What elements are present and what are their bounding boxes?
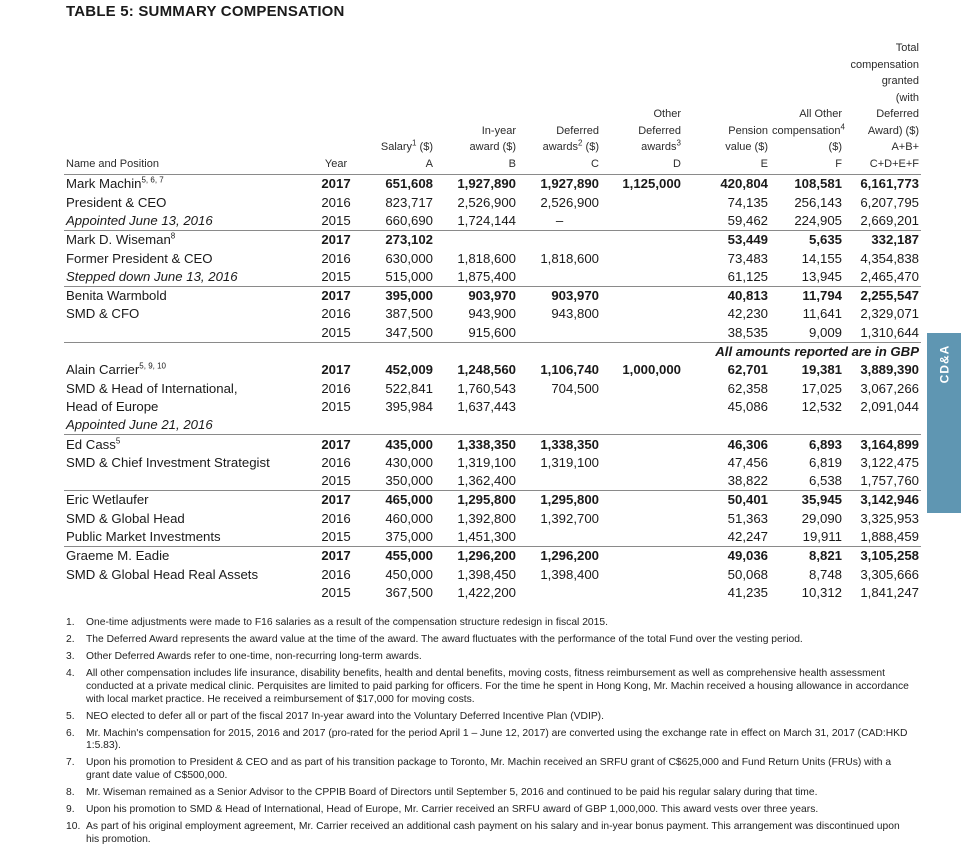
col-header-salary: Salary$^1$ ($) A	[355, 40, 435, 175]
year-cell: 2016	[321, 566, 351, 582]
executive-name-position: SMD & Head of International,	[66, 380, 238, 396]
otherdef-cell: 1,125,000	[601, 175, 683, 194]
otherdef-cell	[601, 453, 683, 471]
section-tab-label: CD&A	[937, 344, 952, 384]
total-cell	[844, 416, 921, 435]
deferred-cell: 1,296,200	[518, 546, 601, 565]
inyear-cell: 1,362,400	[457, 473, 516, 489]
pension-cell: 73,483	[727, 250, 768, 266]
year-cell: 2017	[317, 546, 355, 565]
deferred-cell: 704,500	[551, 380, 599, 396]
inyear-cell: 1,451,300	[457, 528, 516, 544]
col-header-inyear: In-year award ($) B	[435, 40, 518, 175]
inyear-cell: 943,900	[468, 306, 516, 322]
salary-cell: 450,000	[385, 566, 433, 582]
total-cell: 1,841,247	[860, 584, 919, 600]
executive-name-position: SMD & Global Head	[66, 510, 185, 526]
footnote: 7. Upon his promotion to President & CEO and as part of his transition package to Toronto, Mr. Machin received an SRFU grant of C$625,000 and Fund Return Units (FRUs) with a grant date value of C$500,000.	[66, 757, 892, 782]
pension-cell: 59,462	[727, 212, 768, 228]
footnote: 1. One-time adjustments were made to F16 salaries as a result of the compensation structure redesign in fiscal 2015.	[66, 617, 608, 628]
table-row	[64, 361, 921, 379]
executive-name-position: Ed Cass$^5$	[64, 435, 317, 454]
year-cell: 2017	[317, 230, 355, 249]
table-row	[64, 528, 921, 547]
deferred-cell: 903,970	[518, 286, 601, 305]
footnote: 2. The Deferred Award represents the award value at the time of the award. The award fluctuates with the performance of the total Fund over the vesting period.	[66, 633, 803, 645]
salary-cell: 630,000	[385, 250, 433, 266]
table-row	[64, 379, 921, 397]
otherdef-cell	[601, 267, 683, 286]
otherdef-cell	[601, 305, 683, 323]
table-row	[64, 286, 921, 305]
col-header-other-deferred: Other Deferred awards$^3$ D	[601, 40, 683, 175]
table-body	[64, 175, 921, 602]
allother-cell: 5,635	[770, 230, 844, 249]
executive-name-position	[64, 584, 317, 602]
total-cell: 4,354,838	[860, 250, 919, 266]
allother-cell: 8,821	[770, 546, 844, 565]
allother-cell: 9,009	[808, 324, 842, 340]
allother-cell: 14,155	[801, 250, 842, 266]
executive-name-position: Mark D. Wiseman$^8$	[64, 230, 317, 249]
salary-cell: 515,000	[385, 268, 433, 284]
executive-name-position	[64, 323, 317, 342]
inyear-cell: 1,295,800	[435, 491, 518, 510]
inyear-cell: 1,760,543	[457, 380, 516, 396]
inyear-cell: 1,724,144	[457, 212, 516, 228]
otherdef-cell	[601, 546, 683, 565]
currency-note: All amounts reported are in GBP	[64, 342, 921, 361]
allother-cell: 11,794	[770, 286, 844, 305]
inyear-cell: 1,927,890	[435, 175, 518, 194]
table-row	[64, 398, 921, 416]
total-cell: 2,091,044	[860, 398, 919, 414]
salary-cell: 347,500	[385, 324, 433, 340]
salary-cell: 452,009	[385, 362, 433, 378]
allother-cell: 6,893	[770, 435, 844, 454]
allother-cell: 17,025	[801, 380, 842, 396]
executive-name-position: Benita Warmbold	[64, 286, 317, 305]
allother-cell: 6,819	[808, 454, 842, 470]
footnote: 10. As part of his original employment agreement, Mr. Carrier received an additional cash payment on his salary and in-year bonus payment. This arrangement was discontinued upon his promotion.	[66, 821, 900, 845]
footnote: 4. All other compensation includes life insurance, disability benefits, health and dental benefits, moving costs, fitness reimbursement as well as comprehensive health assessment conducted at a private medical clinic. Perquisites are limited to paid parking for officers. For the time he spent in Hong Kong, Mr. Machin received a housing allowance in accordance with local market practice. He received a reimbursement of $17,000 for moving costs.	[66, 667, 909, 705]
total-cell: 3,105,258	[844, 546, 921, 565]
currency-note-row	[64, 342, 921, 361]
executive-name-position: SMD & CFO	[66, 306, 140, 322]
table-row	[64, 416, 921, 435]
salary-cell: 375,000	[385, 528, 433, 544]
col-header-deferred: Deferred awards$^2$ ($) C	[518, 40, 601, 175]
inyear-cell: 1,392,800	[457, 510, 516, 526]
deferred-cell: 1,818,600	[540, 250, 599, 266]
deferred-cell: 1,398,400	[540, 566, 599, 582]
col-header-total: Total compensation granted (with Deferred Award) ($) A+B+ C+D+E+F	[844, 40, 921, 175]
deferred-cell: 1,338,350	[518, 435, 601, 454]
otherdef-cell	[601, 528, 683, 547]
total-cell: 6,161,773	[844, 175, 921, 194]
executive-name-position: Graeme M. Eadie	[64, 546, 317, 565]
table-row	[64, 267, 921, 286]
deferred-cell	[518, 416, 601, 435]
salary-cell: 430,000	[385, 454, 433, 470]
deferred-cell: 1,106,740	[540, 362, 599, 378]
salary-cell: 823,717	[385, 194, 433, 210]
col-header-name: Name and Position	[64, 40, 317, 175]
inyear-cell: 1,875,400	[457, 268, 516, 284]
year-cell: 2016	[321, 380, 351, 396]
year-cell: 2016	[321, 454, 351, 470]
salary-cell: 522,841	[385, 380, 433, 396]
inyear-cell: 1,248,560	[457, 362, 516, 378]
table-row	[64, 435, 921, 454]
executive-name-position: Appointed June 21, 2016	[66, 417, 213, 433]
inyear-cell: 1,637,443	[457, 398, 516, 414]
year-cell	[317, 416, 355, 435]
salary-cell: 435,000	[355, 435, 435, 454]
salary-cell: 465,000	[355, 491, 435, 510]
total-cell: 3,305,666	[860, 566, 919, 582]
table-row	[64, 584, 921, 602]
allother-cell: 29,090	[801, 510, 842, 526]
inyear-cell: 1,422,200	[457, 584, 516, 600]
year-cell: 2015	[321, 584, 351, 600]
otherdef-cell	[601, 249, 683, 267]
inyear-cell	[435, 416, 518, 435]
year-cell: 2017	[317, 435, 355, 454]
executive-name-position: Former President & CEO	[66, 250, 213, 266]
total-cell: 3,325,953	[860, 510, 919, 526]
pension-cell: 41,235	[727, 584, 768, 600]
table-title: TABLE 5: SUMMARY COMPENSATION	[66, 3, 345, 20]
inyear-cell: 1,398,450	[457, 566, 516, 582]
table-row	[64, 305, 921, 323]
year-cell: 2015	[321, 324, 351, 340]
otherdef-cell	[601, 565, 683, 583]
pension-cell	[683, 416, 770, 435]
pension-cell: 51,363	[727, 510, 768, 526]
total-cell: 1,757,760	[860, 473, 919, 489]
salary-cell	[355, 416, 435, 435]
table-row	[64, 323, 921, 342]
executive-name-position: Mark Machin$^{5, 6, 7}$	[64, 175, 317, 194]
inyear-cell: 2,526,900	[457, 194, 516, 210]
otherdef-cell	[601, 398, 683, 416]
inyear-cell: 915,600	[468, 324, 516, 340]
table-row	[64, 175, 921, 194]
salary-cell: 460,000	[385, 510, 433, 526]
total-cell: 1,310,644	[860, 324, 919, 340]
pension-cell: 62,358	[727, 380, 768, 396]
col-header-all-other: All Other compensation$^4$ ($) F	[770, 40, 844, 175]
executive-name-position: Eric Wetlaufer	[64, 491, 317, 510]
table-row	[64, 249, 921, 267]
executive-name-position: Alain Carrier$^{5, 9, 10}$	[66, 361, 166, 378]
pension-cell: 61,125	[727, 268, 768, 284]
pension-cell: 50,401	[683, 491, 770, 510]
year-cell: 2015	[321, 528, 351, 544]
year-cell: 2017	[321, 362, 351, 378]
otherdef-cell	[601, 379, 683, 397]
total-cell: 2,255,547	[844, 286, 921, 305]
executive-name-position: SMD & Global Head Real Assets	[66, 566, 259, 582]
total-cell: 3,142,946	[844, 491, 921, 510]
pension-cell: 62,701	[727, 362, 768, 378]
year-cell: 2016	[321, 510, 351, 526]
total-cell: 1,888,459	[860, 528, 919, 544]
allother-cell: 10,312	[801, 584, 842, 600]
otherdef-cell	[601, 584, 683, 602]
allother-cell: 6,538	[808, 473, 842, 489]
total-cell: 6,207,795	[860, 194, 919, 210]
table-row	[64, 193, 921, 211]
year-cell: 2015	[321, 268, 351, 284]
deferred-cell	[518, 323, 601, 342]
table-row	[64, 546, 921, 565]
footnotes	[66, 617, 911, 851]
deferred-cell	[518, 230, 601, 249]
pension-cell: 420,804	[683, 175, 770, 194]
year-cell: 2016	[321, 250, 351, 266]
salary-cell: 350,000	[385, 473, 433, 489]
pension-cell: 49,036	[683, 546, 770, 565]
total-cell: 2,465,470	[860, 268, 919, 284]
otherdef-cell	[601, 286, 683, 305]
deferred-cell	[518, 267, 601, 286]
col-header-pension: Pension value ($) E	[683, 40, 770, 175]
salary-cell: 387,500	[385, 306, 433, 322]
table-row	[64, 491, 921, 510]
allother-cell: 256,143	[794, 194, 842, 210]
otherdef-cell	[601, 491, 683, 510]
otherdef-cell	[601, 230, 683, 249]
inyear-cell: 1,296,200	[435, 546, 518, 565]
otherdef-cell	[601, 435, 683, 454]
salary-cell: 395,000	[355, 286, 435, 305]
executive-name-position	[64, 472, 317, 491]
salary-cell: 395,984	[385, 398, 433, 414]
total-cell: 3,067,266	[860, 380, 919, 396]
compensation-table	[64, 40, 921, 602]
deferred-cell	[518, 472, 601, 491]
allother-cell: 13,945	[801, 268, 842, 284]
salary-cell: 660,690	[385, 212, 433, 228]
deferred-cell: 1,927,890	[518, 175, 601, 194]
footnote: 6. Mr. Machin's compensation for 2015, 2016 and 2017 (pro-rated for the period April 1 – June 12, 2017) are converted using the exchange rate in effect on March 31, 2017 (CAD:HKD 1:5.83).	[66, 727, 908, 752]
pension-cell: 74,135	[727, 194, 768, 210]
year-cell: 2015	[321, 473, 351, 489]
footnote: 3. Other Deferred Awards refer to one-time, non-recurring long-term awards.	[66, 650, 422, 662]
header-row	[64, 40, 921, 175]
salary-cell: 273,102	[355, 230, 435, 249]
deferred-cell: 1,392,700	[540, 510, 599, 526]
otherdef-cell	[601, 509, 683, 527]
total-cell: 3,164,899	[844, 435, 921, 454]
executive-name-position: President & CEO	[66, 194, 167, 210]
year-cell: 2016	[321, 194, 351, 210]
pension-cell: 50,068	[727, 566, 768, 582]
footnote: 8. Mr. Wiseman remained as a Senior Advisor to the CPPIB Board of Directors until September 5, 2016 and continued to be paid his regular salary during that time.	[66, 787, 818, 799]
pension-cell: 45,086	[727, 398, 768, 414]
salary-cell: 455,000	[355, 546, 435, 565]
pension-cell: 42,230	[727, 306, 768, 322]
allother-cell: 35,945	[770, 491, 844, 510]
total-cell: 2,669,201	[860, 212, 919, 228]
total-cell: 3,889,390	[860, 362, 919, 378]
otherdef-cell	[601, 212, 683, 231]
table-row	[64, 453, 921, 471]
inyear-cell: 1,818,600	[457, 250, 516, 266]
year-cell: 2017	[317, 491, 355, 510]
table-row	[64, 472, 921, 491]
allother-cell: 108,581	[770, 175, 844, 194]
otherdef-cell: 1,000,000	[622, 362, 681, 378]
table-row	[64, 565, 921, 583]
col-header-year: Year	[317, 40, 355, 175]
year-cell: 2017	[317, 175, 355, 194]
allother-cell: 8,748	[808, 566, 842, 582]
pension-cell: 47,456	[727, 454, 768, 470]
executive-name-position: Head of Europe	[66, 398, 159, 414]
deferred-cell	[518, 528, 601, 547]
pension-cell: 42,247	[727, 528, 768, 544]
pension-cell: 38,535	[727, 324, 768, 340]
deferred-cell: 2,526,900	[540, 194, 599, 210]
otherdef-cell	[601, 416, 683, 435]
inyear-cell	[435, 230, 518, 249]
executive-name-position: Stepped down June 13, 2016	[66, 268, 238, 284]
executive-name-position: SMD & Chief Investment Strategist	[66, 454, 270, 470]
deferred-cell	[518, 398, 601, 416]
allother-cell: 11,641	[802, 306, 842, 322]
year-cell: 2015	[321, 212, 351, 228]
inyear-cell: 1,338,350	[435, 435, 518, 454]
pension-cell: 38,822	[727, 473, 768, 489]
footnote: 9. Upon his promotion to SMD & Head of International, Head of Europe, Mr. Carrier received an SRFU award of GBP 1,000,000. This award vests over three years.	[66, 804, 819, 816]
total-cell: 332,187	[844, 230, 921, 249]
total-cell: 2,329,071	[860, 306, 919, 322]
pension-cell: 53,449	[683, 230, 770, 249]
deferred-cell: –	[555, 212, 564, 228]
otherdef-cell	[601, 323, 683, 342]
year-cell: 2015	[321, 398, 351, 414]
allother-cell: 19,911	[802, 528, 842, 544]
allother-cell	[770, 416, 844, 435]
footnote: 5. NEO elected to defer all or part of the fiscal 2017 In-year award into the Voluntary Deferred Incentive Plan (VDIP).	[66, 710, 604, 722]
table-row	[64, 509, 921, 527]
otherdef-cell	[601, 472, 683, 491]
year-cell: 2017	[317, 286, 355, 305]
salary-cell: 651,608	[355, 175, 435, 194]
allother-cell: 19,381	[801, 362, 842, 378]
deferred-cell: 1,319,100	[540, 454, 599, 470]
year-cell: 2016	[321, 306, 351, 322]
salary-cell: 367,500	[385, 584, 433, 600]
deferred-cell: 943,800	[551, 306, 599, 322]
otherdef-cell	[601, 193, 683, 211]
deferred-cell: 1,295,800	[518, 491, 601, 510]
allother-cell: 224,905	[794, 212, 842, 228]
pension-cell: 40,813	[683, 286, 770, 305]
table-row	[64, 230, 921, 249]
pension-cell: 46,306	[683, 435, 770, 454]
section-tab[interactable]	[927, 333, 961, 513]
inyear-cell: 1,319,100	[457, 454, 516, 470]
table-row	[64, 212, 921, 231]
inyear-cell: 903,970	[435, 286, 518, 305]
executive-name-position: Appointed June 13, 2016	[66, 212, 213, 228]
allother-cell: 12,532	[801, 398, 842, 414]
executive-name-position: Public Market Investments	[66, 528, 221, 544]
total-cell: 3,122,475	[860, 454, 919, 470]
deferred-cell	[518, 584, 601, 602]
